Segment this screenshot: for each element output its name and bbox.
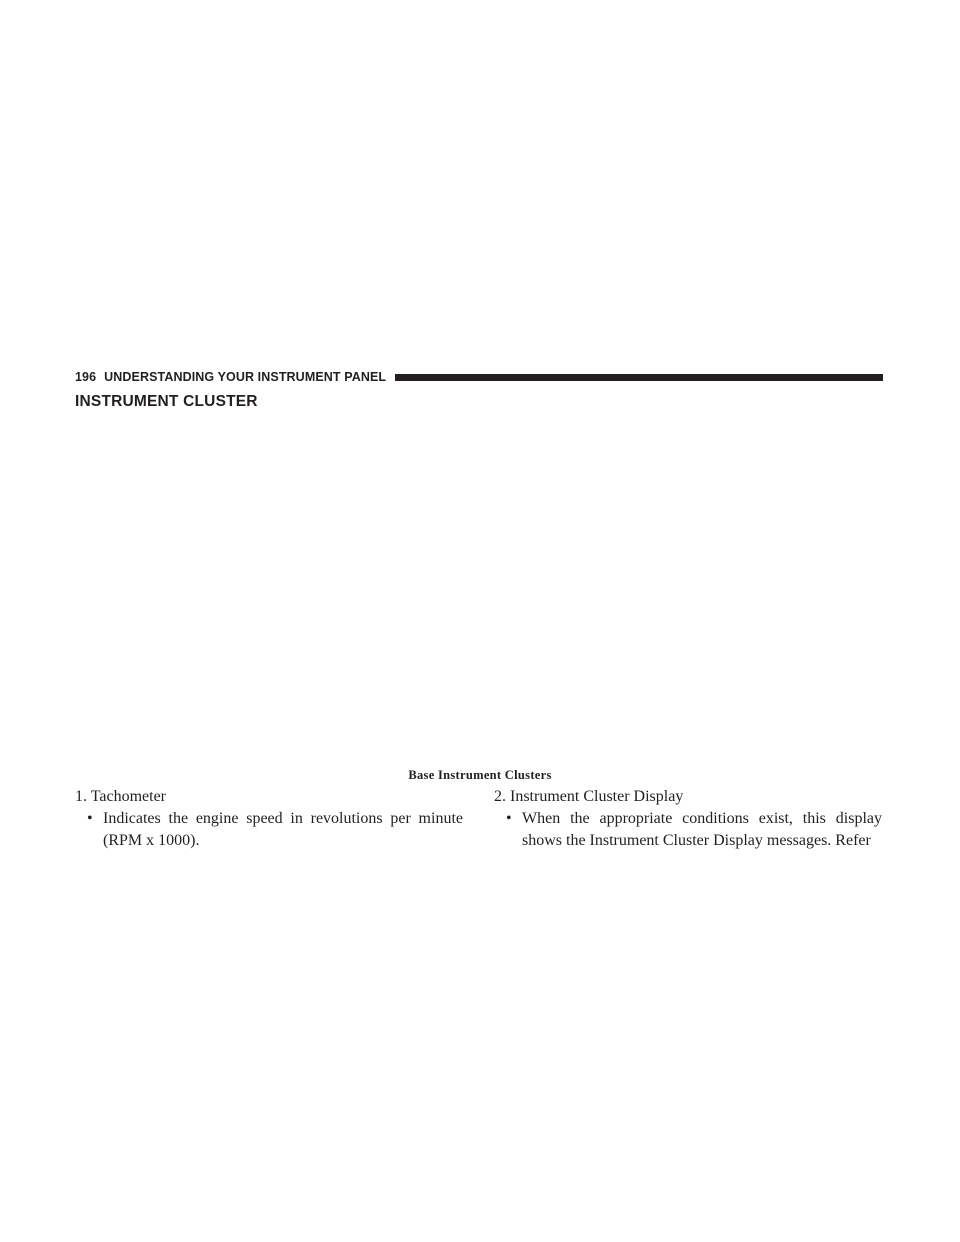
item-title: 1. Tachometer <box>75 788 166 805</box>
page-heading: INSTRUMENT CLUSTER <box>75 393 258 410</box>
item-tachometer <box>75 786 463 852</box>
item-instrument-cluster-display <box>494 786 882 852</box>
bullet-icon: • <box>506 810 512 827</box>
bullet-text: Indicates the engine speed in revolutions per minute (RPM x 1000). <box>103 810 463 849</box>
section-title: UNDERSTANDING YOUR INSTRUMENT PANEL <box>104 370 387 384</box>
header-rule <box>395 374 883 381</box>
bullet-item <box>87 808 463 852</box>
item-title: 2. Instrument Cluster Display <box>494 788 684 805</box>
figure-caption: Base Instrument Clusters <box>408 768 552 782</box>
bullet-text: When the appropriate conditions exist, this display shows the Instrument Cluster Display messages. Refer <box>522 810 882 849</box>
bullet-icon: • <box>87 810 93 827</box>
bullet-item <box>506 808 882 852</box>
running-header <box>75 369 883 385</box>
page-number: 196 <box>75 370 97 384</box>
